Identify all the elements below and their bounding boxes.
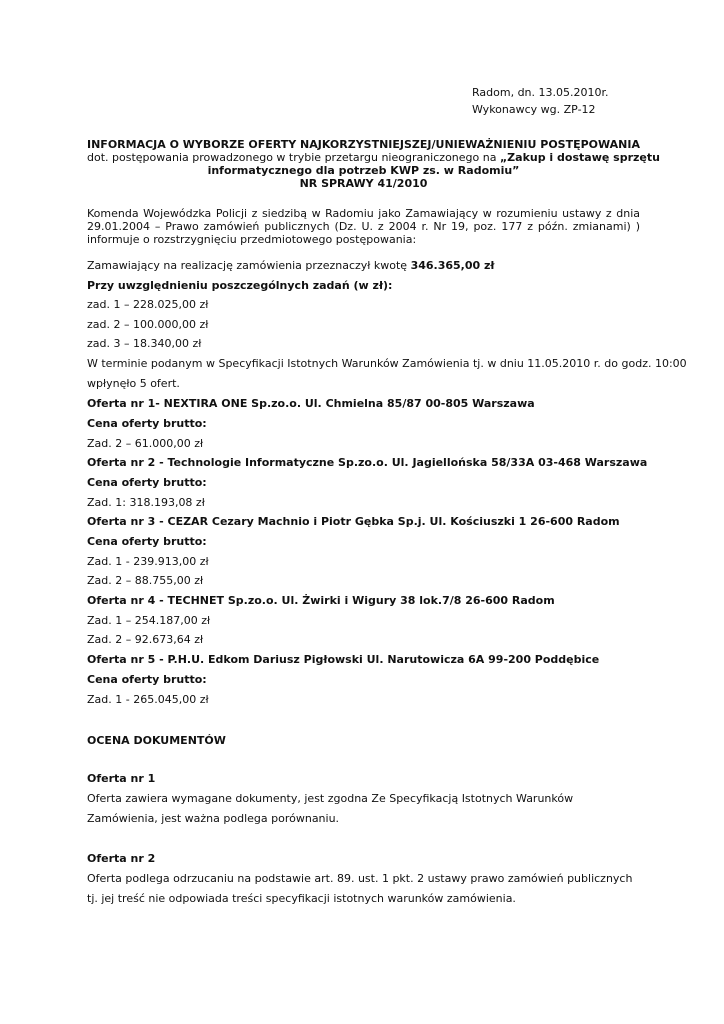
offer-4-price-1: Zad. 1 – 254.187,00 zł: [87, 614, 211, 627]
offer-2-price-1: Zad. 1: 318.193,08 zł: [87, 496, 205, 509]
subject-start: „Zakup i dostawę sprzętu: [499, 151, 660, 164]
deadline-line1: W terminie podanym w Specyfikacji Istotnych Warunków Zamówienia tj. w dniu 11.05.2010 r. do godz. 10:00: [87, 357, 687, 370]
budget-text: Zamawiający na realizację zamówienia przeznaczył kwotę: [87, 259, 411, 272]
offer-1-eval-text: Oferta zawiera wymagane dokumenty, jest zgodna Ze Specyfikacją Istotnych Warunków Zamówienia, jest ważna podlega porównaniu.: [87, 792, 574, 825]
offer-2-eval-text: Oferta podlega odrzucaniu na podstawie art. 89. ust. 1 pkt. 2 ustawy prawo zamówień publicznych tj. jej treść nie odpowiada treści specyfikacji istotnych warunków zamówienia.: [87, 872, 633, 905]
task-1: zad. 1 – 228.025,00 zł: [87, 298, 209, 311]
subline-prefix: dot. postępowania prowadzonego w trybie przetargu nieograniczonego na: [87, 151, 500, 164]
offer-5-price-label: Cena oferty brutto:: [87, 673, 207, 686]
offer-2-title: Oferta nr 2 - Technologie Informatyczne Sp.zo.o. Ul. Jagiellońska 58/33A 03-468 Warszawa: [87, 456, 648, 469]
recipients: Wykonawcy wg. ZP-12: [472, 103, 596, 116]
offer-4-title: Oferta nr 4 - TECHNET Sp.zo.o. Ul. Żwirki i Wigury 38 lok.7/8 26-600 Radom: [87, 594, 555, 607]
offer-2-eval-heading: Oferta nr 2: [87, 852, 156, 865]
offer-3-title: Oferta nr 3 - CEZAR Cezary Machnio i Piotr Gębka Sp.j. Ul. Kościuszki 1 26-600 Radom: [87, 515, 620, 528]
offer-3-price-2: Zad. 2 – 88.755,00 zł: [87, 574, 204, 587]
offer-1-eval-heading: Oferta nr 1: [87, 772, 156, 785]
subject-end: informatycznego dla potrzeb KWP zs. w Radomiu”: [207, 164, 520, 177]
offer-1-title: Oferta nr 1- NEXTIRA ONE Sp.zo.o. Ul. Chmielna 85/87 00-805 Warszawa: [87, 397, 535, 410]
title-block: [87, 138, 660, 190]
offer-2-price-label: Cena oferty brutto:: [87, 476, 207, 489]
offer-1-price-label: Cena oferty brutto:: [87, 417, 207, 430]
offer-3-price-label: Cena oferty brutto:: [87, 535, 207, 548]
place-date: Radom, dn. 13.05.2010r.: [472, 86, 609, 99]
offer-3-price-1: Zad. 1 - 239.913,00 zł: [87, 555, 209, 568]
budget-line: [87, 259, 494, 272]
case-number: NR SPRAWY 41/2010: [299, 177, 428, 190]
task-2: zad. 2 – 100.000,00 zł: [87, 318, 209, 331]
budget-amount: 346.365,00 zł: [410, 259, 495, 272]
evaluation-heading: OCENA DOKUMENTÓW: [87, 734, 226, 747]
offer-5-title: Oferta nr 5 - P.H.U. Edkom Dariusz Pigłowski Ul. Narutowicza 6A 99-200 Poddębice: [87, 653, 600, 666]
intro-paragraph: Komenda Wojewódzka Policji z siedzibą w Radomiu jako Zamawiający w rozumieniu ustawy z dnia 29.01.2004 – Prawo zamówień publicznych (Dz. U. z 2004 r. Nr 19, poz. 177 z późn. zmianami) ) informuje o rozstrzygnięciu przedmiotowego postępowania:: [87, 207, 640, 246]
task-3: zad. 3 – 18.340,00 zł: [87, 337, 202, 350]
document-title: INFORMACJA O WYBORZE OFERTY NAJKORZYSTNIEJSZEJ/UNIEWAŻNIENIU POSTĘPOWANIA: [87, 138, 640, 151]
offer-5-price-1: Zad. 1 - 265.045,00 zł: [87, 693, 209, 706]
title-subline: [87, 151, 660, 164]
offer-1-price-1: Zad. 2 – 61.000,00 zł: [87, 437, 204, 450]
offer-4-price-2: Zad. 2 – 92.673,64 zł: [87, 633, 204, 646]
breakdown-label: Przy uwzględnieniu poszczególnych zadań (w zł):: [87, 279, 393, 292]
header-block: [472, 84, 609, 118]
deadline-line2: wpłynęło 5 ofert.: [87, 377, 180, 390]
